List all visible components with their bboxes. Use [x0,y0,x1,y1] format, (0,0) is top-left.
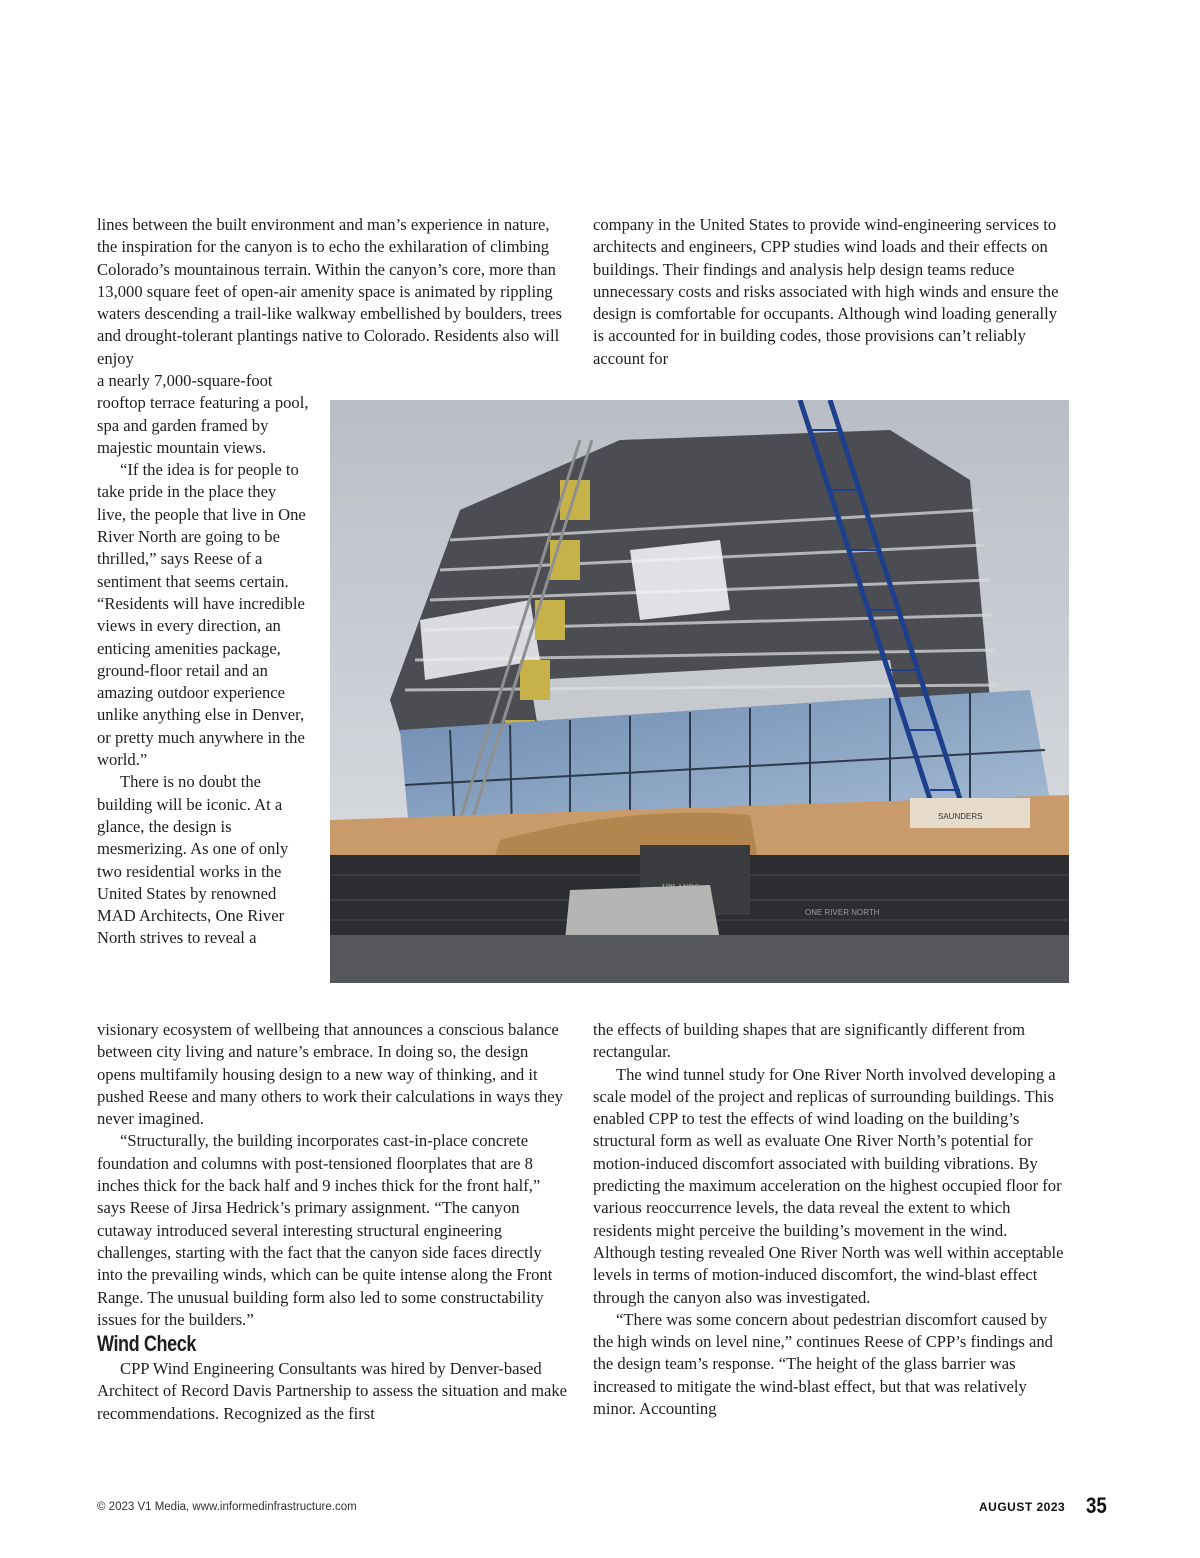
paragraph: “Structurally, the building incorporates cast-in-place concrete foundation and columns with post-tensioned floorplates that are 8 inches thick for the back half and 9 inches thick for the front half,” says Reese of Jirsa Hedrick’s primary assignment. “The canyon cutaway introduced several interesting structural engineering challenges, starting with the fact that the canyon side faces directly into the prevailing winds, which can be quite intense along the Front Range. The unusual building form also led to some constructability issues for the builders.” [97,1131,553,1329]
left-column-narrow [97,370,309,950]
footer-copyright: © 2023 V1 Media, www.informedinfrastructure.com [97,1501,357,1513]
paragraph: “If the idea is for people to take pride in the place they live, the people that live in One River North are going to be thrilled,” says Reese of a sentiment that seems certain. “Residents will have incredible views in every direction, an enticing amenities package, ground-floor retail and an amazing outdoor experience unlike anything else in Denver, or pretty much anywhere in the world.” [97,460,306,770]
left-column-top [97,214,571,370]
paragraph: lines between the built environment and man’s experience in nature, the inspiration for the canyon is to echo the exhilaration of climbing Colorado’s mountainous terrain. Within the canyon’s core, more than 13,000 square feet of open-air amenity space is animated by rippling waters descending a trail-like walkway embellished by boulders, trees and drought-tolerant plantings native to Colorado. Residents also will enjoy [97,215,562,368]
left-column-bottom [97,1019,571,1331]
paragraph: a nearly 7,000-square-foot rooftop terrace featuring a pool, spa and garden framed by majestic mountain views. [97,371,309,457]
footer-issue-date: AUGUST 2023 [979,1500,1066,1514]
paragraph: There is no doubt the building will be iconic. At a glance, the design is mesmerizing. As one of only two residential works in the United States by renowned MAD Architects, One River North strives to reveal a [97,772,289,948]
right-column-top [593,214,1067,370]
section-heading: Wind Check [97,1331,196,1356]
paragraph: CPP Wind Engineering Consultants was hired by Denver-based Architect of Record Davis Partnership to assess the situation and make recommendations. Recognized as the first [97,1359,568,1423]
paragraph: the effects of building shapes that are significantly different from rectangular. [593,1020,1026,1062]
paragraph: company in the United States to provide wind-engineering services to architects and engineers, CPP studies wind loads and their effects on buildings. Their findings and analysis help design teams reduce unnecessary costs and risks associated with high winds and ensure the design is comfortable for occupants. Although wind loading generally is accounted for in building codes, those provisions can’t reliably account for [593,215,1059,368]
right-column-bottom [593,1019,1067,1420]
saunders-sign: SAUNDERS [938,812,983,821]
paragraph: “There was some concern about pedestrian discomfort caused by the high winds on level nine,” continues Reese of CPP’s findings and the design team’s response. “The height of the glass barrier was increased to mitigate the wind-blast effect, but that was relatively minor. Accounting [593,1309,1053,1419]
paragraph: visionary ecosystem of wellbeing that announces a conscious balance between city living and nature’s embrace. In doing so, the design opens multifamily housing design to a new way of thinking, and it pushed Reese and many others to work their calculations in ways they never imagined. [97,1020,563,1129]
one-river-north-sign: ONE RIVER NORTH [805,908,880,917]
page-number: 35 [1086,1493,1107,1518]
left-column-after-heading [97,1358,571,1425]
paragraph: The wind tunnel study for One River North involved developing a scale model of the project and replicas of surrounding buildings. This enabled CPP to test the effects of wind loading on the building’s structural form as well as evaluate One River North’s potential for motion-induced discomfort associated with building vibrations. By predicting the maximum acceleration on the highest occupied floor for various reoccurrence levels, the data reveal the extent to which residents might perceive the building’s movement in the wind. Although testing revealed One River North was well within acceptable levels in terms of motion-induced discomfort, the wind-blast effect through the canyon also was investigated. [593,1064,1064,1307]
building-photo [330,400,1069,983]
